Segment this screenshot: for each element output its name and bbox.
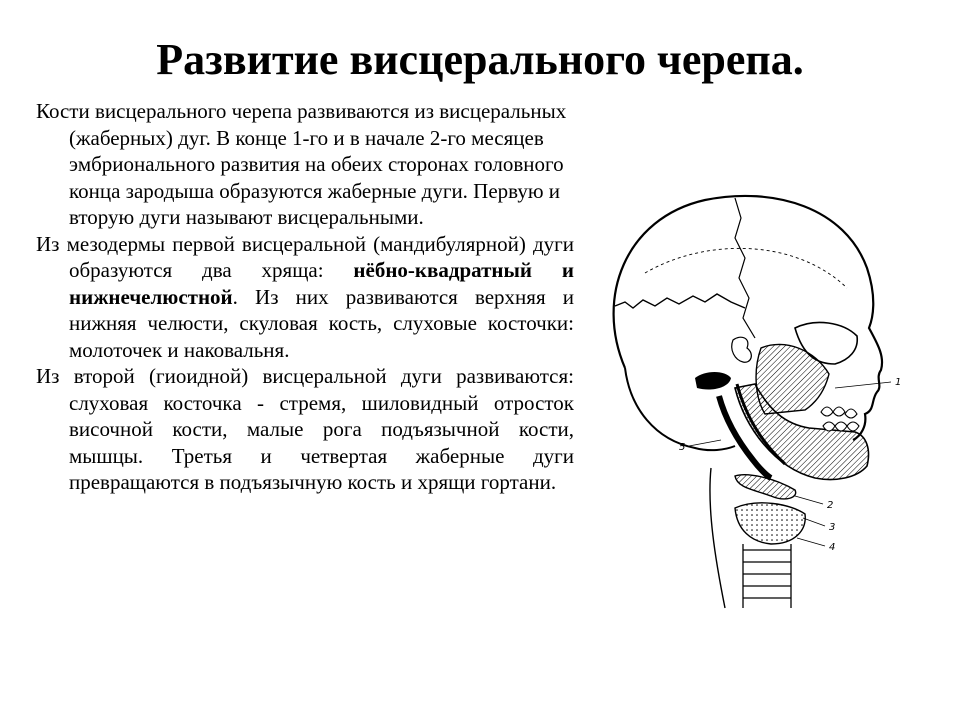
label-4: 4	[829, 542, 836, 553]
ear-opening	[695, 372, 731, 390]
squamous-suture	[615, 294, 745, 308]
hyoid-bone	[735, 475, 796, 499]
paragraph-3: Из второй (гиоидной) висцеральной дуги развиваются: слуховая косточка - стремя, шиловидный отросток височной кости, малые рога подъязычной кости, мышцы. Третья и четвертая жаберные дуги превращаются в подъязычную кость и хрящи гортани.	[36, 364, 574, 494]
cervical-spine	[710, 468, 725, 608]
label-1: 1	[895, 377, 902, 388]
label-3: 3	[829, 522, 836, 533]
paragraph-2-end: . Из них развиваются верхняя и нижняя челюсти, скуловая кость, слуховые косточки: молоточек и наковальня.	[69, 284, 574, 362]
paragraph-1: Кости висцерального черепа развиваются из висцеральных (жаберных) дуг. В конце 1-го и в начале 2-го месяцев эмбрионального развития на обеих сторонах головного конца зародыша образуются жаберные дуги. Первую и вторую дуги называют висцеральными.	[36, 99, 567, 229]
temporal-line	[645, 248, 847, 288]
body-text	[36, 98, 574, 496]
paragraph-2	[36, 231, 574, 364]
cartilage-names: нёбно-квадратный и нижнечелюстной	[69, 258, 574, 309]
trachea	[743, 544, 791, 608]
thyroid-cartilage	[735, 503, 805, 544]
teeth	[821, 407, 859, 431]
coronal-suture	[735, 198, 755, 338]
paragraph-2-start: Из мезодермы первой висцеральной (мандибулярной) дуги образуются два хряща:	[36, 231, 574, 282]
skull-illustration	[585, 178, 925, 628]
label-2: 2	[827, 500, 834, 511]
slide-title: Развитие висцерального черепа.	[156, 35, 804, 84]
ossicles	[732, 337, 752, 362]
label-5: 5	[679, 442, 686, 453]
